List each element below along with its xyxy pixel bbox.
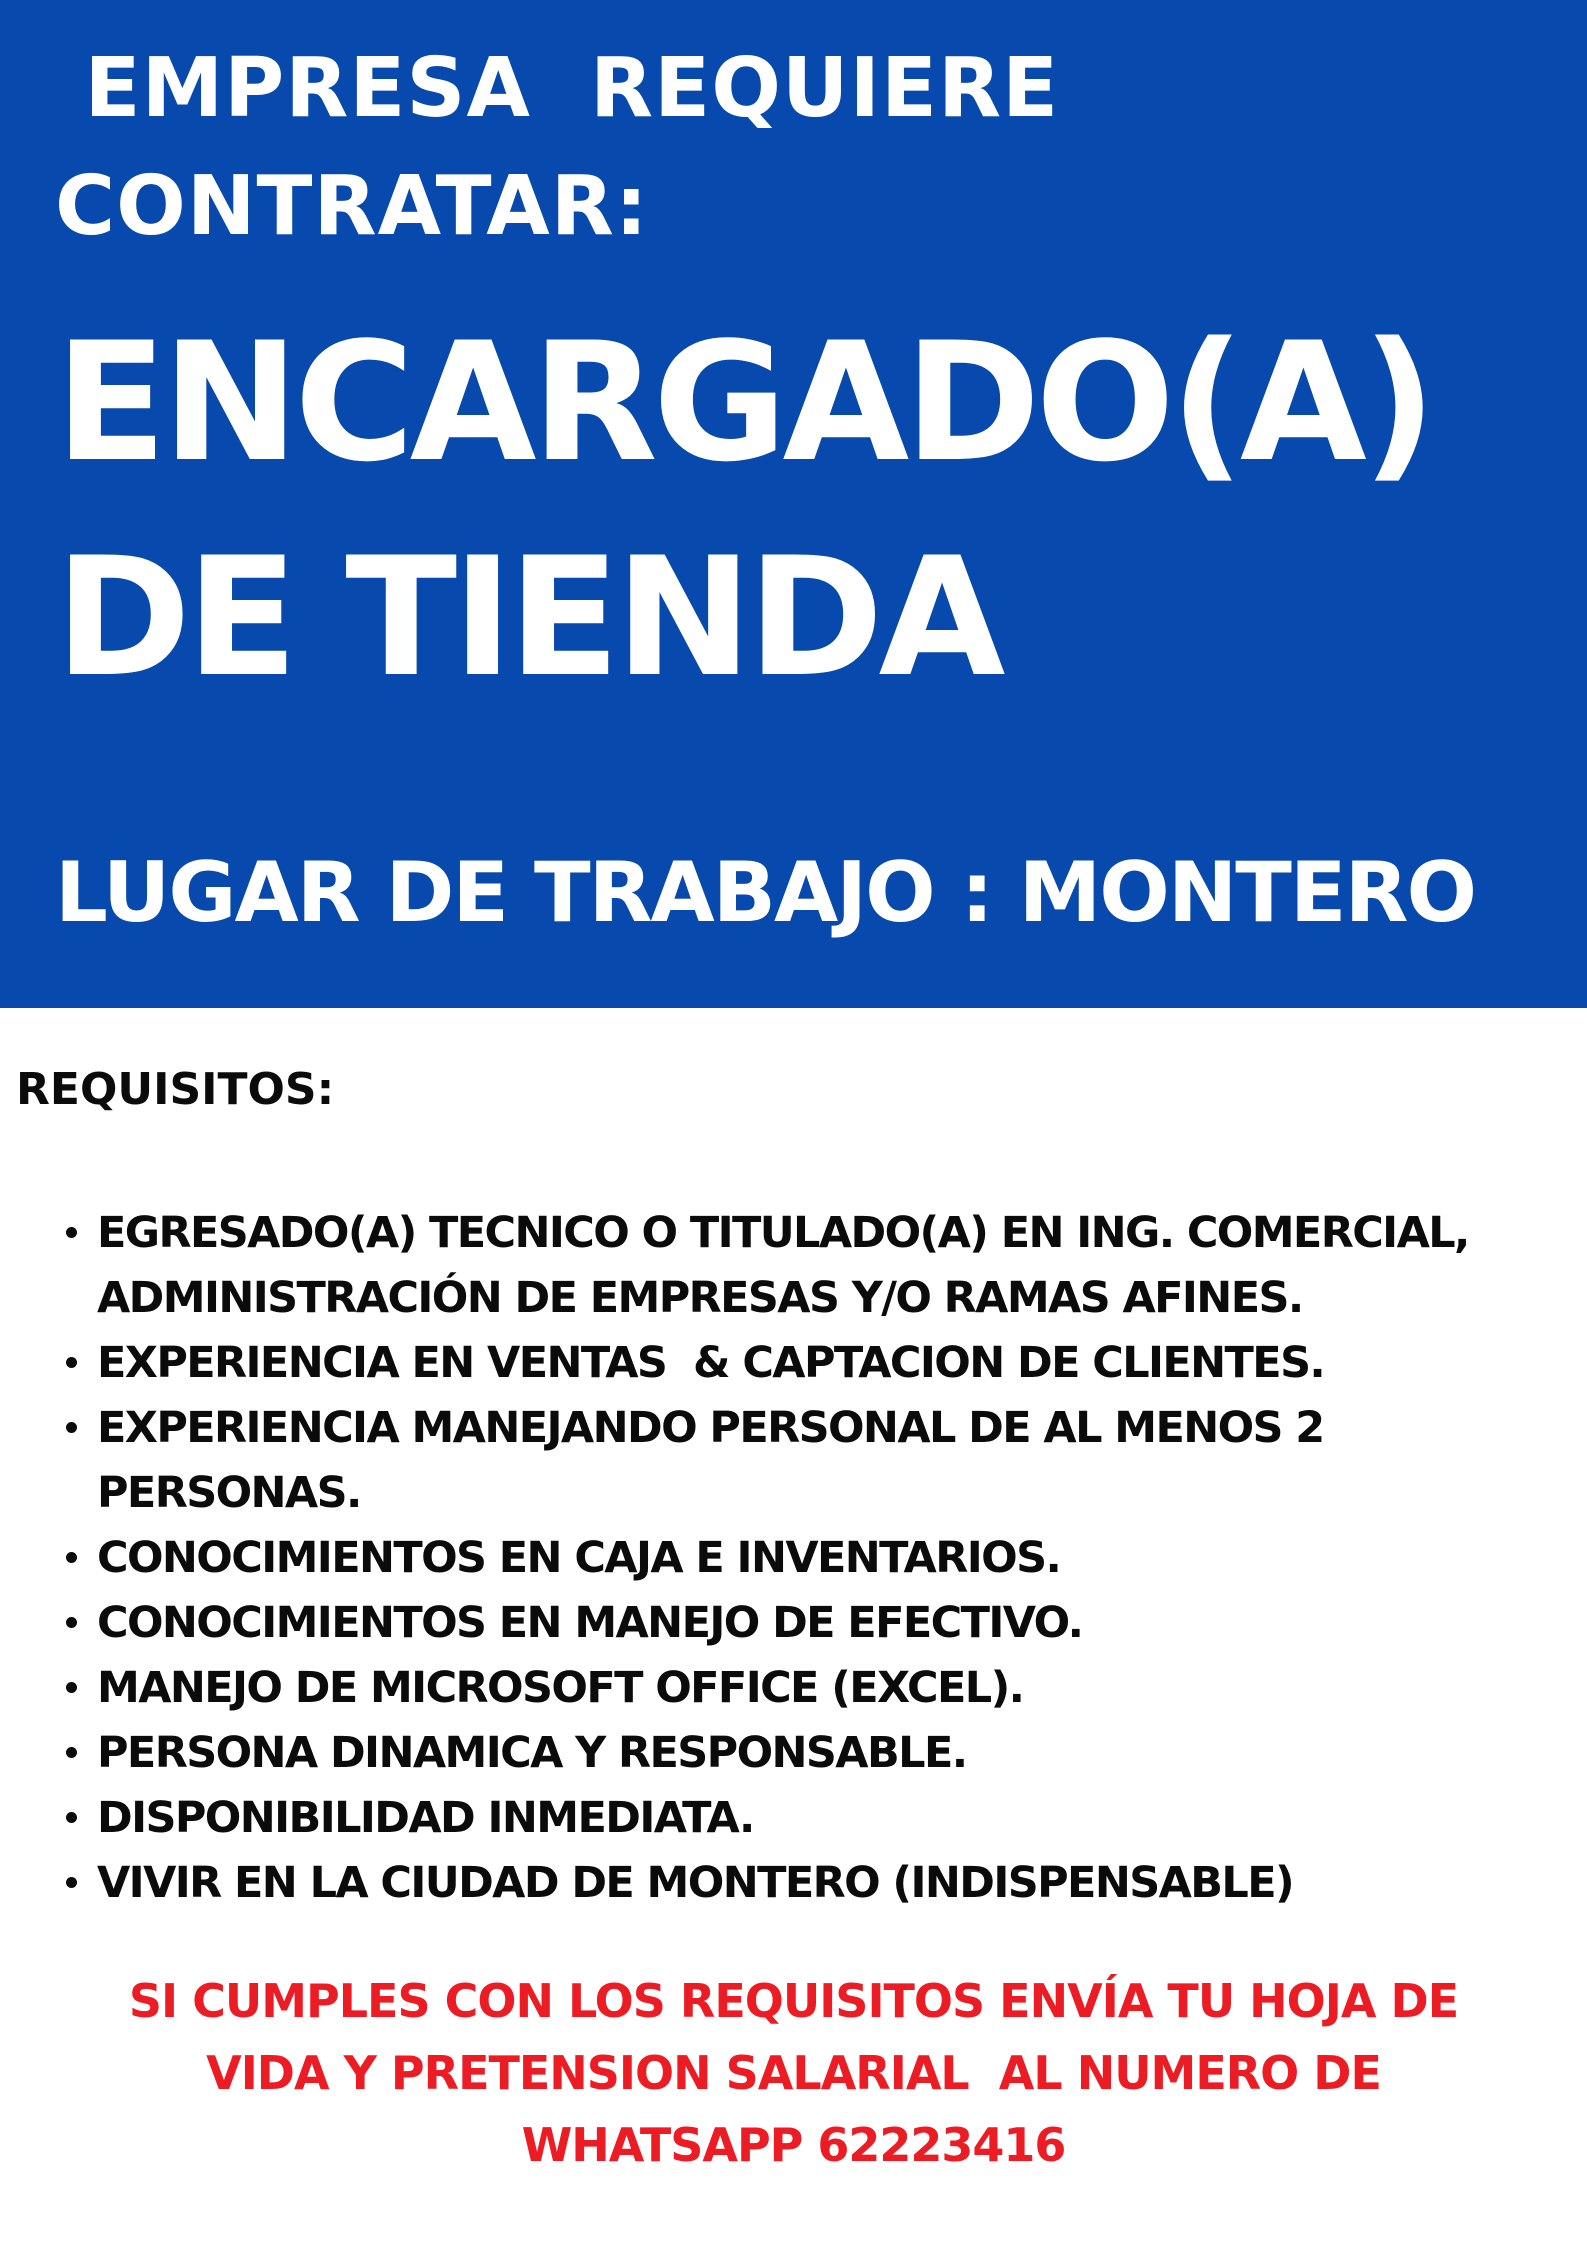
list-item-text: DISPONIBILIDAD INMEDIATA. — [97, 1793, 754, 1843]
bullet-icon — [66, 1682, 77, 1693]
list-item-text: EXPERIENCIA EN VENTAS & CAPTACION DE CLIENTES. — [97, 1338, 1325, 1388]
list-item-text: EGRESADO(A) TECNICO O TITULADO(A) EN ING. COMERCIAL, ADMINISTRACIÓN DE EMPRESAS Y/O RAMAS AFINES. — [97, 1208, 1469, 1323]
work-location: LUGAR DE TRABAJO : MONTERO — [55, 844, 1476, 941]
list-item-text: CONOCIMIENTOS EN MANEJO DE EFECTIVO. — [97, 1598, 1083, 1648]
requirements-section — [16, 1055, 1576, 1916]
list-item — [16, 1851, 1576, 1916]
header-banner — [0, 0, 1587, 1008]
contact-call-to-action: SI CUMPLES CON LOS REQUISITOS ENVÍA TU HOJA DE VIDA Y PRETENSION SALARIAL AL NUMERO DE WHATSAPP 62223416 — [128, 1974, 1459, 2172]
intro-heading: EMPRESA REQUIERE CONTRATAR: — [55, 41, 1060, 254]
list-item-text: MANEJO DE MICROSOFT OFFICE (EXCEL). — [97, 1663, 1024, 1713]
bullet-icon — [66, 1747, 77, 1758]
list-item — [16, 1591, 1576, 1656]
list-item-text: VIVIR EN LA CIUDAD DE MONTERO (INDISPENSABLE) — [97, 1858, 1294, 1908]
bullet-icon — [66, 1422, 77, 1433]
list-item — [16, 1396, 1576, 1526]
requirements-list — [16, 1201, 1576, 1916]
list-item — [16, 1656, 1576, 1721]
list-item-text: CONOCIMIENTOS EN CAJA E INVENTARIOS. — [97, 1533, 1061, 1583]
bullet-icon — [66, 1877, 77, 1888]
bullet-icon — [66, 1357, 77, 1368]
requirements-title: REQUISITOS: — [16, 1064, 335, 1115]
bullet-icon — [66, 1552, 77, 1563]
job-title: ENCARGADO(A) DE TIENDA — [55, 307, 1432, 713]
list-item-text: PERSONA DINAMICA Y RESPONSABLE. — [97, 1728, 967, 1778]
bullet-icon — [66, 1617, 77, 1628]
list-item-text: EXPERIENCIA MANEJANDO PERSONAL DE AL MENOS 2 PERSONAS. — [97, 1403, 1324, 1518]
list-item — [16, 1526, 1576, 1591]
list-item — [16, 1786, 1576, 1851]
bullet-icon — [66, 1812, 77, 1823]
bullet-icon — [66, 1227, 77, 1238]
list-item — [16, 1721, 1576, 1786]
list-item — [16, 1201, 1576, 1331]
list-item — [16, 1331, 1576, 1396]
